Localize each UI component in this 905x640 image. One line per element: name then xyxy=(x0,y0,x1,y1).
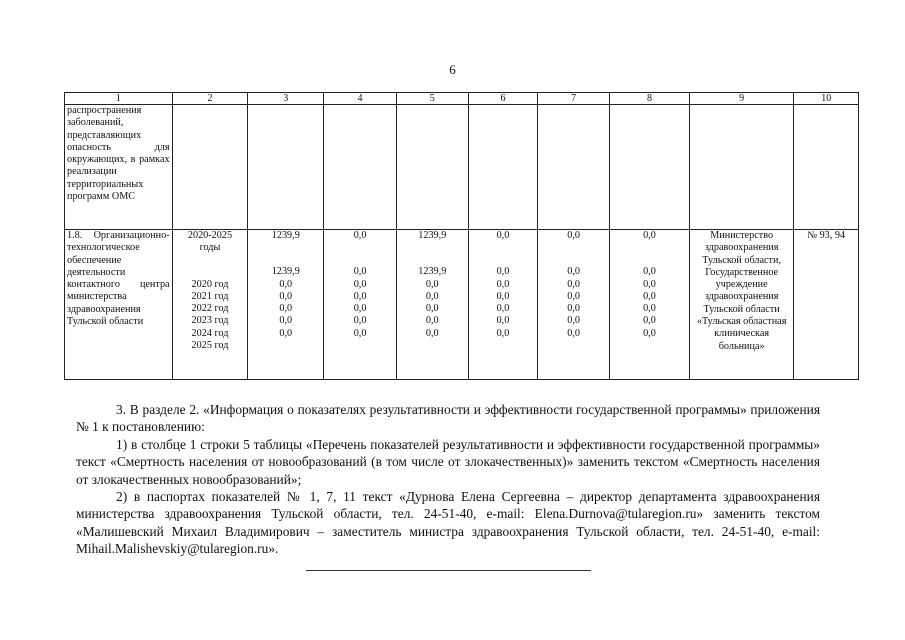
indicator-reference: № 93, 94 xyxy=(794,230,859,380)
year-value: 0,0 xyxy=(567,303,580,315)
header-cell: 8 xyxy=(609,93,689,105)
total-value: 1239,9 xyxy=(418,230,447,241)
period-cell xyxy=(172,230,248,380)
document-body xyxy=(76,401,820,558)
year-value: 0,0 xyxy=(425,278,439,290)
year-value: 0,0 xyxy=(353,327,367,339)
year-value: 0,0 xyxy=(353,278,367,290)
year-value: 1239,9 xyxy=(418,266,447,278)
year-label: 2025 год xyxy=(191,340,229,352)
header-cell: 10 xyxy=(794,93,859,105)
total-value: 0,0 xyxy=(567,230,580,241)
value-cell-col8 xyxy=(609,230,689,380)
value-cell-col4 xyxy=(324,230,397,380)
year-value: 0,0 xyxy=(425,315,439,327)
total-value: 0,0 xyxy=(353,230,367,241)
year-value: 0,0 xyxy=(279,290,293,302)
year-value: 0,0 xyxy=(496,303,510,315)
row-description: распространения заболеваний, представляющих опасность для окружающих, в рамках реализации территориальных программ ОМС xyxy=(65,105,173,230)
paragraph-item-1: 1) в столбце 1 строки 5 таблицы «Перечень показателей результативности и эффективности государственной программы» текст «Смертность населения от новообразований (в том числе от злокачественных)» заменить текстом «Смертность населения от злокачественных новообразований»; xyxy=(76,436,820,487)
year-value: 0,0 xyxy=(496,315,510,327)
year-value: 0,0 xyxy=(279,315,293,327)
year-value: 0,0 xyxy=(496,266,510,278)
year-value: 0,0 xyxy=(279,278,293,290)
year-value: 0,0 xyxy=(353,303,367,315)
paragraph-item-2: 2) в паспортах показателей № 1, 7, 11 текст «Дурнова Елена Сергеевна – директор департамента здравоохранения министерства здравоохранения Тульской области, тел. 24-51-40, e-mail: Elena.Durnova@tularegion.ru» заменить текстом «Малишевский Михаил Владимирович – заместитель министра здравоохранения Тульской области, тел. 24-51-40, e-mail: Mihail.Malishevskiy@tularegion.ru». xyxy=(76,489,820,557)
table-row-continued xyxy=(65,105,859,230)
year-value: 0,0 xyxy=(496,290,510,302)
header-cell: 7 xyxy=(538,93,610,105)
paragraph-section-3: 3. В разделе 2. «Информация о показателях результативности и эффективности государственной программы» приложения № 1 к постановлению: xyxy=(76,402,820,435)
header-cell: 9 xyxy=(689,93,794,105)
year-value: 0,0 xyxy=(353,290,367,302)
year-value: 0,0 xyxy=(567,327,580,339)
year-value: 0,0 xyxy=(279,327,293,339)
year-label: 2023 год xyxy=(191,315,229,327)
header-cell: 3 xyxy=(248,93,324,105)
page-number: 6 xyxy=(449,62,456,77)
year-value: 0,0 xyxy=(425,303,439,315)
total-value: 0,0 xyxy=(496,230,510,241)
value-cell-col3 xyxy=(248,230,324,380)
year-value: 1239,9 xyxy=(271,266,300,278)
year-value: 0,0 xyxy=(567,278,580,290)
header-cell: 6 xyxy=(468,93,538,105)
end-divider-line xyxy=(306,570,591,571)
year-value: 0,0 xyxy=(643,303,656,315)
year-value: 0,0 xyxy=(643,290,656,302)
year-label: 2024 год xyxy=(191,327,229,339)
year-value: 0,0 xyxy=(279,303,293,315)
program-table xyxy=(64,92,859,380)
year-value: 0,0 xyxy=(567,266,580,278)
header-cell: 5 xyxy=(396,93,468,105)
year-value: 0,0 xyxy=(567,315,580,327)
year-value: 0,0 xyxy=(643,278,656,290)
table-header-row xyxy=(65,93,859,105)
total-value: 0,0 xyxy=(643,230,656,241)
row-description: 1.8. Организационно-технологическое обеспечение деятельности контактного центра министерства здравоохранения Тульской области xyxy=(65,230,173,380)
year-value: 0,0 xyxy=(643,315,656,327)
year-value: 0,0 xyxy=(353,266,367,278)
period-total: 2020-2025 годы xyxy=(187,230,233,254)
year-value: 0,0 xyxy=(643,266,656,278)
header-cell: 2 xyxy=(172,93,248,105)
responsible-executor: Министерство здравоохранения Тульской области, Государственное учреждение здравоохранения Тульской области «Тульская областная клиническая больница» xyxy=(689,230,794,380)
year-value: 0,0 xyxy=(353,315,367,327)
table-row-item-1-8 xyxy=(65,230,859,380)
year-value: 0,0 xyxy=(425,290,439,302)
total-value: 1239,9 xyxy=(271,230,300,241)
year-value: 0,0 xyxy=(643,327,656,339)
value-cell-col5 xyxy=(396,230,468,380)
year-label: 2020 год xyxy=(191,278,229,290)
year-value: 0,0 xyxy=(496,278,510,290)
header-cell: 4 xyxy=(324,93,397,105)
year-value: 0,0 xyxy=(425,327,439,339)
value-cell-col6 xyxy=(468,230,538,380)
year-label: 2022 год xyxy=(191,303,229,315)
header-cell: 1 xyxy=(65,93,173,105)
year-value: 0,0 xyxy=(496,327,510,339)
year-label: 2021 год xyxy=(191,290,229,302)
year-value: 0,0 xyxy=(567,290,580,302)
value-cell-col7 xyxy=(538,230,610,380)
